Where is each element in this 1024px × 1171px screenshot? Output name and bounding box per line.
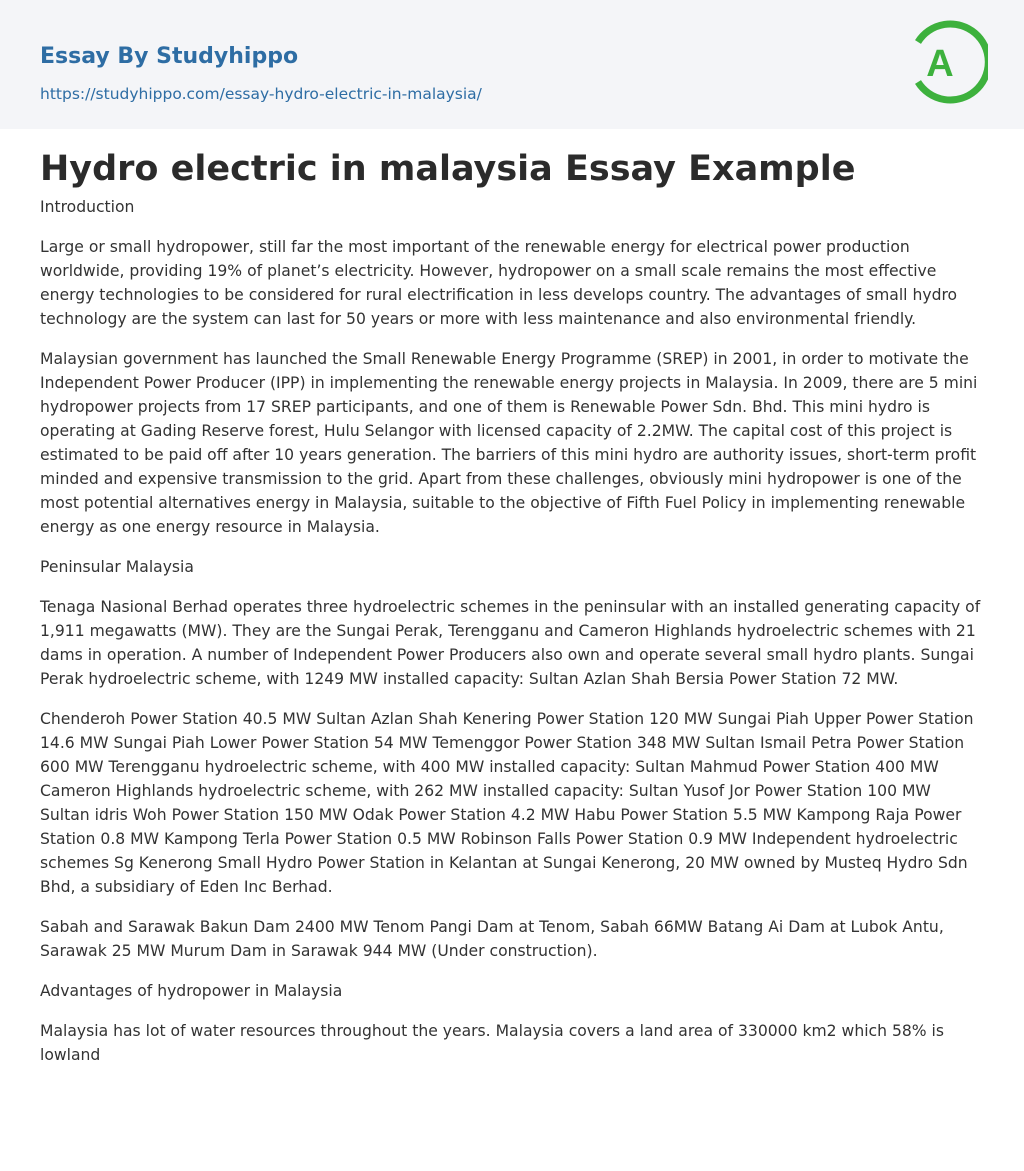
paragraph-introduction-heading: Introduction — [40, 198, 135, 216]
paragraph: Sabah and Sarawak Bakun Dam 2400 MW Tenom Pangi Dam at Tenom, Sabah 66MW Batang Ai Dam at Lubok Antu, Sarawak 25 MW Murum Dam in Sarawak 944 MW (Under construction). — [40, 918, 944, 960]
article-title: Hydro electric in malaysia Essay Example — [40, 149, 856, 189]
article — [0, 129, 1024, 1067]
paragraph: Malaysian government has launched the Small Renewable Energy Programme (SREP) in 2001, in order to motivate the Independent Power Producer (IPP) in implementing the renewable energy projects in Malaysia. In 2009, there are 5 mini hydropower projects from 17 SREP participants, and one of them is Renewable Power Sdn. Bhd. This mini hydro is operating at Gading Reserve forest, Hulu Selangor with licensed capacity of 2.2MW. The capital cost of this project is estimated to be paid off after 10 years generation. The barriers of this mini hydro are authority issues, short-term profit minded and expensive transmission to the grid. Apart from these challenges, obviously mini hydropower is one of the most potential alternatives energy in Malaysia, suitable to the objective of Fifth Fuel Policy in implementing renewable energy as one energy resource in Malaysia. — [40, 350, 978, 536]
paragraph: Tenaga Nasional Berhad operates three hydroelectric schemes in the peninsular with an installed generating capacity of 1,911 megawatts (MW). They are the Sungai Perak, Terengganu and Cameron Highlands hydroelectric schemes with 21 dams in operation. A number of Independent Power Producers also own and operate several small hydro plants. Sungai Perak hydroelectric scheme, with 1249 MW installed capacity: Sultan Azlan Shah Bersia Power Station 72 MW. — [40, 598, 981, 688]
paragraph: Malaysia has lot of water resources throughout the years. Malaysia covers a land area of 330000 km2 which 58% is lowland — [40, 1022, 945, 1064]
logo-letter: A — [926, 43, 954, 85]
source-url-link[interactable]: https://studyhippo.com/essay-hydro-electric-in-malaysia/ — [40, 85, 482, 103]
paragraph: Chenderoh Power Station 40.5 MW Sultan Azlan Shah Kenering Power Station 120 MW Sungai Piah Upper Power Station 14.6 MW Sungai Piah Lower Power Station 54 MW Temenggor Power Station 348 MW Sultan Ismail Petra Power Station 600 MW Terengganu hydroelectric scheme, with 400 MW installed capacity: Sultan Mahmud Power Station 400 MW Cameron Highlands hydroelectric scheme, with 262 MW installed capacity: Sultan Yusof Jor Power Station 100 MW Sultan idris Woh Power Station 150 MW Odak Power Station 4.2 MW Habu Power Station 5.5 MW Kampong Raja Power Station 0.8 MW Kampong Terla Power Station 0.5 MW Robinson Falls Power Station 0.9 MW Independent hydroelectric schemes Sg Kenerong Small Hydro Power Station in Kelantan at Sungai Kenerong, 20 MW owned by Musteq Hydro Sdn Bhd, a subsidiary of Eden Inc Berhad. — [40, 710, 974, 896]
site-header — [0, 0, 1024, 129]
brand-title[interactable]: Essay By Studyhippo — [40, 44, 299, 69]
paragraph: Large or small hydropower, still far the most important of the renewable energy for electrical power production worldwide, providing 19% of planet’s electricity. However, hydropower on a small scale remains the most effective energy technologies to be considered for rural electrification in less develops country. The advantages of small hydro technology are the system can last for 50 years or more with less maintenance and also environmental friendly. — [40, 238, 958, 328]
studyhippo-logo-icon[interactable] — [912, 18, 988, 106]
paragraph-peninsular-heading: Peninsular Malaysia — [40, 558, 194, 576]
paragraph-advantages-heading: Advantages of hydropower in Malaysia — [40, 982, 343, 1000]
